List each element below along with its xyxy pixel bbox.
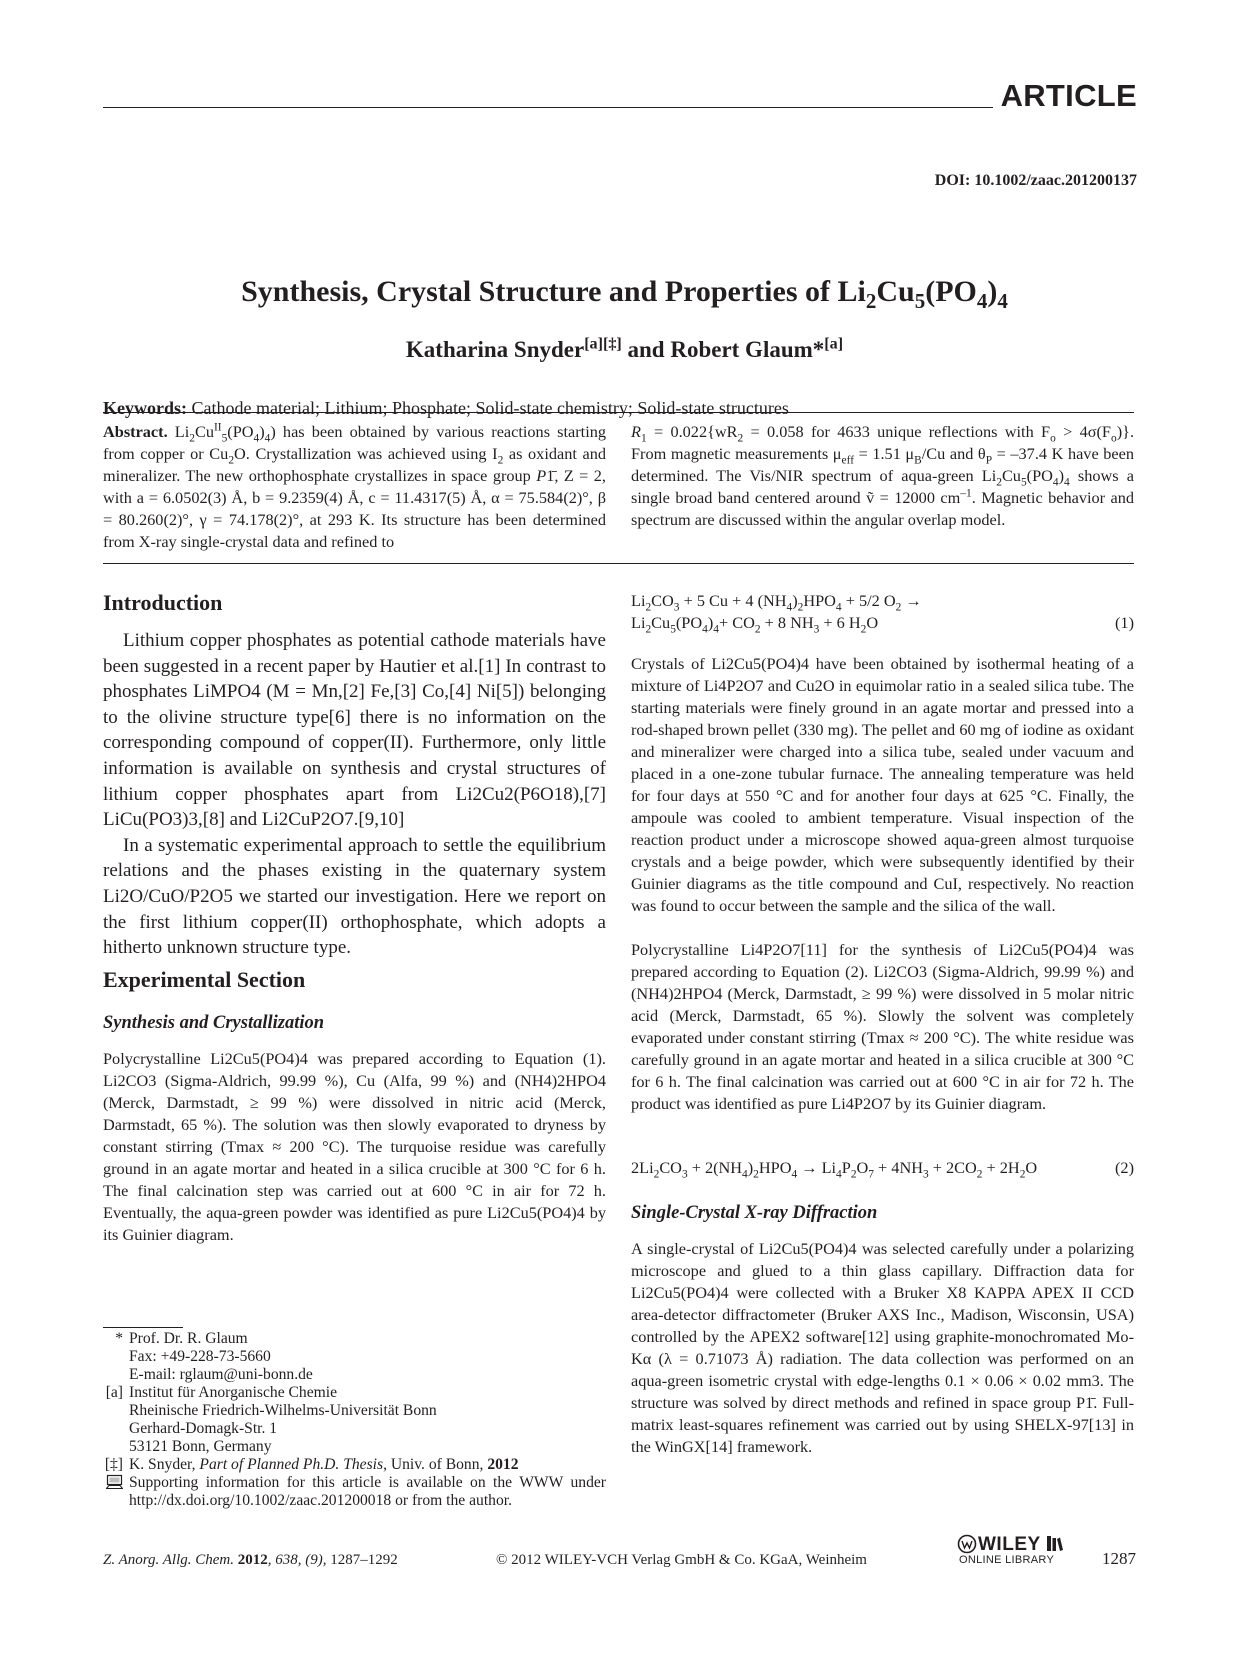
wiley-online-library-logo[interactable]: WILEY ONLINE LIBRARY <box>957 1534 1067 1570</box>
crystal-growth-paragraph: Crystals of Li2Cu5(PO4)4 have been obtained by isothermal heating of a mixture of Li4P2O7 and Cu2O in equimolar ratio in a sealed silica tube. The starting materials were finely ground in an agate mortar and pressed into a rod-shaped brown pellet (330 mg). The pellet and 60 mg of iodine as oxidant and mineralizer were charged into a silica tube, sealed under vacuum and placed in a one-zone tubular furnace. The annealing temperature was held for four days at 550 °C and for another four days at 625 °C. Finally, the ampoule was cooled to ambient temperature. Visual inspection of the reaction product under a microscope showed aqua-green almost turquoise crystals and a beige powder, which were subsequently identified by their Guinier diagrams as the title compound and CuI, respectively. No reaction was found to occur between the sample and the silica of the wall. <box>631 654 1134 915</box>
footnote-supporting-info: Supporting information for this article is available on the WWW under http://dx.doi.org/10.1002/zaac.201200018 or from the author. <box>103 1474 606 1510</box>
authors: Katharina Snyder[a][‡] and Robert Glaum*[a] <box>405 335 844 362</box>
precursor-paragraph: Polycrystalline Li4P2O7[11] for the synthesis of Li2Cu5(PO4)4 was prepared according to Equation (2). Li2CO3 (Sigma-Aldrich, 99.99 %) and (NH4)2HPO4 (Merck, Darmstadt, ≥ 99 %) were dissolved in 5 molar nitric acid (Merck, Darmstadt, 65 %). Slowly the solvent was completely evaporated under constant stirring (Tmax ≈ 200 °C). The white residue was carefully ground in an agate mortar and heated in a silica crucible at 300 °C for 6 h. The final calcination was carried out at 600 °C in air for 72 h. The product was identified as pure Li4P2O7 by its Guinier diagram. <box>631 940 1134 1113</box>
keywords: Keywords: Cathode material; Lithium; Phosphate; Solid-state chemistry; Solid-state structures <box>103 398 789 418</box>
email-link[interactable]: E-mail: rglaum@uni-bonn.de <box>129 1366 313 1383</box>
intro-paragraph-2: In a systematic experimental approach to settle the equilibrium relations and the phases existing in the quaternary system Li2O/CuO/P2O5 we started our investigation. Here we report on the first lithium copper(II) orthophosphate, which adopts a hitherto unknown structure type. <box>103 834 606 959</box>
footnote-affiliation: [a] Institut für Anorganische Chemie Rheinische Friedrich-Wilhelms-Universität Bonn Gerhard-Domagk-Str. 1 53121 Bonn, Germany <box>105 1384 437 1455</box>
header-rule <box>103 107 993 108</box>
equation-1: $Li_2CO_3 + 5$ Cu + 4 $(NH_4)_2HPO_4 + 5/2$ $O_2$ → $Li_2Cu_5(PO_4)_4+ CO_2 + 8$ $NH_3 + 6$ $H_2O$ (1) <box>631 591 1134 636</box>
author-snyder: Katharina Snyder <box>405 337 585 362</box>
xray-body: A single-crystal of Li2Cu5(PO4)4 was selected carefully under a polarizing microscope and glued to a thin glass capillary. Diffraction data for Li2Cu5(PO4)4 were collected with a Bruker X8 KAPPA APEX II CCD area-detector diffractometer (Bruker AXS Inc., Madison, Wisconsin, USA) controlled by the APEX2 software[12] using graphite-monochromated Mo-Kα (λ = 0.71073 Å) radiation. The data collection was performed on an aqua-green isometric crystal with edge-lengths 0.1 × 0.06 × 0.02 mm3. The structure was solved by direct methods and refined in space group P1̄. Full-matrix least-squares refinement was carried out by using SHELX-97[13] in the WinGX[14] framework. <box>631 1239 1134 1456</box>
heading-synthesis: Synthesis and Crystallization <box>103 1013 325 1033</box>
abstract-right: $R_1 = 0.022\{wR_2 = 0.058$ for 4633 unique reflections with $F_o > 4\sigma(F_o)$}. From magnetic measurements $\mu_{eff} = 1.51$ $\mu_B/Cu$ and $\theta_P = -37.4$ K have been determined. The Vis/NIR spectrum of aqua-green $Li_2Cu_5(PO_4)_4$ shows a single broad band centered around ṽ = 12000 $cm^{-1}$. Magnetic behavior and spectrum are discussed within the angular overlap model. <box>631 422 1135 529</box>
paper-title: Synthesis, Crystal Structure and Properties of $Li_2Cu_5(PO_4)_4$ <box>241 275 1008 313</box>
equation-2-number: (2) <box>1115 1158 1134 1177</box>
computer-icon <box>103 1474 129 1510</box>
footnote-corresponding: * Prof. Dr. R. Glaum Fax: +49-228-73-5660 E-mail: rglaum@uni-bonn.de <box>103 1330 606 1384</box>
footnote-thesis: [‡] K. Snyder, Part of Planned Ph.D. Thesis, Univ. of Bonn, 2012 <box>104 1456 519 1473</box>
synthesis-body: Polycrystalline Li2Cu5(PO4)4 was prepared according to Equation (1). Li2CO3 (Sigma-Aldrich, 99.99 %), Cu (Alfa, 99 %) and (NH4)2HPO4 (Merck, Darmstadt, ≥ 99 %) were dissolved in nitric acid (Merck, Darmstadt, 65 %). The solution was then slowly evaporated to dryness by constant stirring (Tmax ≈ 200 °C). The turquoise residue was carefully ground in an agate mortar and heated in a silica crucible at 300 °C for 6 h. The final calcination step was carried out at 600 °C in air for 72 h. Eventually, the aqua-green powder was identified as pure Li2Cu5(PO4)4 by its Guinier diagram. <box>103 1049 606 1244</box>
wiley-logo-icon <box>957 1534 977 1554</box>
equation-1-number: (1) <box>1115 613 1134 632</box>
equation-2: $2Li_2CO_3 + 2(NH_4)_2HPO_4 \to Li_4P_2O_7 + 4NH_3 + 2CO_2 + 2H_2O$ (2) <box>631 1158 1134 1181</box>
intro-paragraph-1: Lithium copper phosphates as potential cathode materials have been suggested in a recent paper by Hautier et al.[1] In contrast to phosphates LiMPO4 (M = Mn,[2] Fe,[3] Co,[4] Ni[5]) belonging to the olivine structure type[6] there is no information on the corresponding compound of copper(II). Furthermore, only little information is available on synthesis and crystal structures of lithium copper phosphates apart from Li2Cu2(P6O18),[7] LiCu(PO3)3,[8] and Li2CuP2O7.[9,10] <box>103 630 606 831</box>
books-icon <box>1046 1534 1064 1552</box>
footnote-rule <box>103 1327 183 1328</box>
footer-journal-citation: Z. Anorg. Allg. Chem. 2012, 638, (9), 1287–1292 <box>103 1552 398 1568</box>
footnotes <box>103 1330 606 1510</box>
footer-copyright: © 2012 WILEY-VCH Verlag GmbH & Co. KGaA, Weinheim <box>496 1552 867 1568</box>
heading-experimental: Experimental Section <box>103 967 306 992</box>
author-glaum: Robert Glaum* <box>670 337 825 362</box>
heading-xray: Single-Crystal X-ray Diffraction <box>631 1203 878 1223</box>
doi[interactable]: DOI: 10.1002/zaac.201200137 <box>934 172 1137 189</box>
article-label: ARTICLE <box>1000 78 1137 113</box>
abstract-left: Abstract. $Li_2Cu^{II}_5(PO_4)_4$) has been obtained by various reactions starting from copper or $Cu_2O$. Crystallization was achieved using $I_2$ as oxidant and mineralizer. The new orthophosphate crystallizes in space group P1̄, Z = 2, with a = 6.0502(3) Å, b = 9.2359(4) Å, c = 11.4317(5) Å, α = 75.584(2)°, β = 80.260(2)°, γ = 74.178(2)°, at 293 K. Its structure has been determined from X-ray single-crystal data and refined to <box>103 421 607 551</box>
page-number: 1287 <box>1102 1549 1136 1568</box>
heading-introduction: Introduction <box>103 590 223 615</box>
abstract-top-rule <box>103 412 1134 413</box>
abstract-bottom-rule <box>103 563 1134 564</box>
introduction-body <box>103 628 606 961</box>
